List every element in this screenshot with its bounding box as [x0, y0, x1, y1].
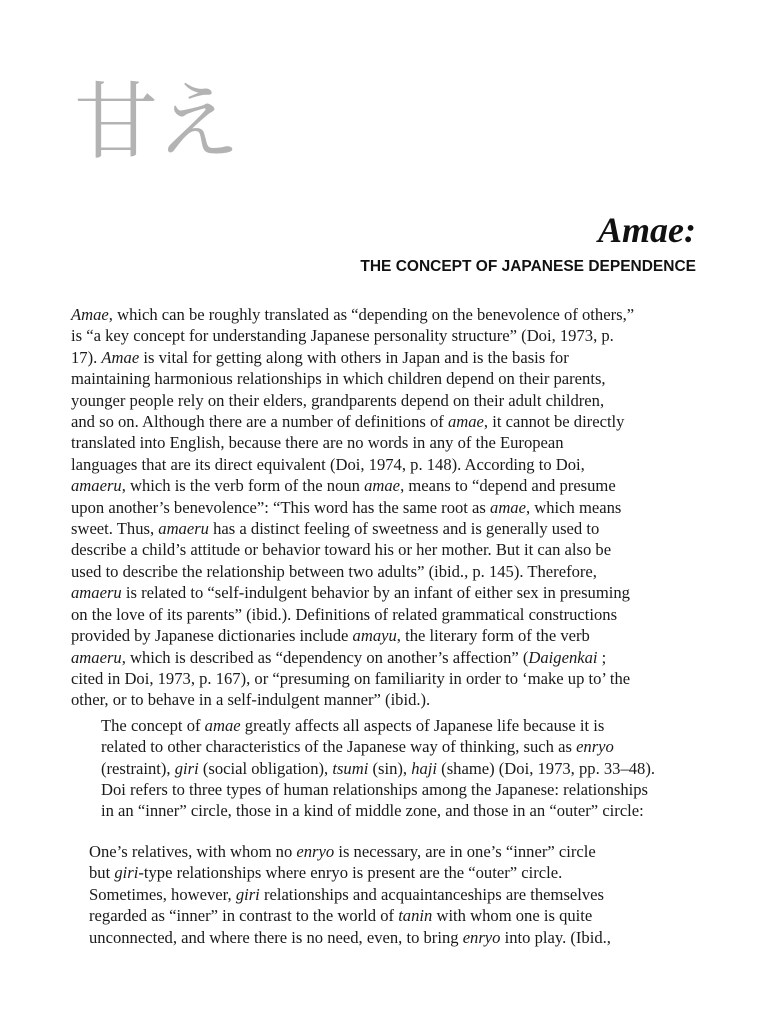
- text-run: regarded as “inner” in contrast to the world of: [89, 906, 399, 926]
- text-run: (restraint),: [101, 758, 175, 778]
- text-line: [71, 779, 699, 800]
- text-line: [89, 905, 689, 926]
- text-line: [71, 411, 699, 432]
- italic-term: Amae: [101, 347, 140, 367]
- text-run: ;: [597, 647, 607, 667]
- text-run: into play. (Ibid.,: [500, 927, 611, 947]
- text-line: [71, 715, 699, 736]
- text-run: unconnected, and where there is no need, even, to bring: [89, 927, 463, 947]
- chapter-title: Amae:: [598, 210, 696, 250]
- text-run: One’s relatives, with whom no: [89, 842, 297, 861]
- kanji-heading-glyphs: 甘え: [74, 73, 239, 171]
- italic-term: Amae: [71, 305, 109, 324]
- italic-term: amaeru: [71, 583, 122, 603]
- text-line: [71, 390, 699, 411]
- text-run: is related to “self-indulgent behavior by an infant of either sex in presuming: [121, 583, 630, 603]
- text-run: , means to “depend and presume: [400, 476, 616, 496]
- text-run: upon another’s benevolence”: “This word has the same root as: [71, 497, 491, 517]
- text-run: , the literary form of the verb: [396, 626, 590, 646]
- text-run: translated into English, because there are no words in any of the European: [71, 433, 564, 453]
- text-run: (sin),: [368, 758, 412, 778]
- text-run: The concept of: [101, 715, 205, 735]
- text-run: is vital for getting along with others in Japan and is the basis for: [139, 347, 569, 367]
- paragraph-1: [71, 304, 699, 711]
- text-run: Doi refers to three types of human relationships among the Japanese: relationships: [101, 779, 648, 799]
- text-run: , which means: [525, 497, 622, 517]
- text-run: -type relationships where enryo is present are the “outer” circle.: [138, 863, 563, 883]
- text-line: [71, 582, 699, 603]
- text-run: is “a key concept for understanding Japanese personality structure” (Doi, 1973, p.: [71, 326, 614, 346]
- italic-term: amae: [204, 715, 241, 735]
- text-run: younger people rely on their elders, grandparents depend on their adult children,: [71, 390, 605, 410]
- text-line: [71, 800, 699, 821]
- italic-term: giri: [235, 884, 260, 904]
- text-line: [71, 518, 699, 539]
- chapter-subtitle: THE CONCEPT OF JAPANESE DEPENDENCE: [360, 258, 696, 275]
- italic-term: Daigenkai: [528, 647, 598, 667]
- text-line: [71, 539, 699, 560]
- text-line: [71, 604, 699, 625]
- italic-term: amae: [364, 476, 401, 496]
- text-line: [71, 758, 699, 779]
- text-line: [71, 432, 699, 453]
- text-line: [71, 668, 699, 689]
- text-run: other, or to behave in a self-indulgent manner” (ibid.).: [71, 690, 431, 710]
- text-run: , which is the verb form of the noun: [121, 476, 365, 496]
- text-run: with whom one is quite: [432, 906, 593, 926]
- text-line: [71, 736, 699, 757]
- text-run: , which is described as “dependency on another’s affection” (: [121, 647, 529, 667]
- text-run: greatly affects all aspects of Japanese life because it is: [240, 715, 605, 735]
- quote-paragraph: [89, 841, 689, 948]
- text-run: on the love of its parents” (ibid.). Definitions of related grammatical constructions: [71, 604, 618, 624]
- italic-term: tsumi: [332, 758, 369, 778]
- text-line: [71, 454, 699, 475]
- text-run: describe a child’s attitude or behavior toward his or her mother. But it can also be: [71, 540, 612, 560]
- text-line: [89, 841, 689, 862]
- text-run: related to other characteristics of the Japanese way of thinking, such as: [101, 737, 577, 757]
- text-line: [71, 304, 699, 325]
- text-run: Sometimes, however,: [89, 884, 236, 904]
- italic-term: amaeru: [71, 476, 122, 496]
- italic-term: enryo: [296, 842, 335, 861]
- text-line: [71, 625, 699, 646]
- text-run: has a distinct feeling of sweetness and is generally used to: [208, 519, 600, 539]
- text-run: used to describe the relationship between two adults” (ibid., p. 145). Therefore,: [71, 561, 597, 581]
- italic-term: haji: [411, 758, 438, 778]
- text-line: [71, 368, 699, 389]
- text-line: [89, 884, 689, 905]
- text-run: is necessary, are in one’s “inner” circle: [334, 842, 596, 861]
- paragraph-2: [71, 715, 699, 822]
- text-run: provided by Japanese dictionaries include: [71, 626, 353, 646]
- italic-term: enryo: [462, 927, 501, 947]
- italic-term: giri: [174, 758, 199, 778]
- text-run: , which can be roughly translated as “depending on the benevolence of others,”: [108, 305, 635, 324]
- body-text: [71, 304, 699, 822]
- italic-term: giri: [114, 863, 139, 883]
- text-run: cited in Doi, 1973, p. 167), or “presuming on familiarity in order to ‘make up to’ the: [71, 668, 631, 688]
- text-run: (shame) (Doi, 1973, pp. 33–48).: [437, 758, 656, 778]
- text-run: and so on. Although there are a number of definitions of: [71, 412, 448, 432]
- text-line: [71, 647, 699, 668]
- text-line: [71, 475, 699, 496]
- text-line: [71, 497, 699, 518]
- text-line: [71, 325, 699, 346]
- text-run: 17).: [71, 347, 102, 367]
- text-run: languages that are its direct equivalent (Doi, 1974, p. 148). According to Doi,: [71, 454, 585, 474]
- text-run: , it cannot be directly: [483, 412, 625, 432]
- text-run: maintaining harmonious relationships in which children depend on their parents,: [71, 369, 606, 389]
- text-run: in an “inner” circle, those in a kind of middle zone, and those in an “outer” circle:: [101, 801, 644, 821]
- text-run: (social obligation),: [198, 758, 333, 778]
- text-line: [71, 347, 699, 368]
- text-run: sweet. Thus,: [71, 519, 159, 539]
- text-run: but: [89, 863, 115, 883]
- italic-term: amae: [447, 412, 484, 432]
- italic-term: amae: [490, 497, 526, 517]
- text-line: [71, 689, 699, 710]
- italic-term: amaeru: [158, 519, 209, 539]
- italic-term: enryo: [576, 737, 614, 757]
- text-line: [71, 561, 699, 582]
- block-quote: [89, 841, 689, 948]
- text-line: [89, 927, 689, 948]
- italic-term: tanin: [398, 906, 433, 926]
- text-run: relationships and acquaintanceships are themselves: [259, 884, 605, 904]
- italic-term: amaeru: [71, 647, 122, 667]
- italic-term: amayu: [352, 626, 397, 646]
- text-line: [89, 862, 689, 883]
